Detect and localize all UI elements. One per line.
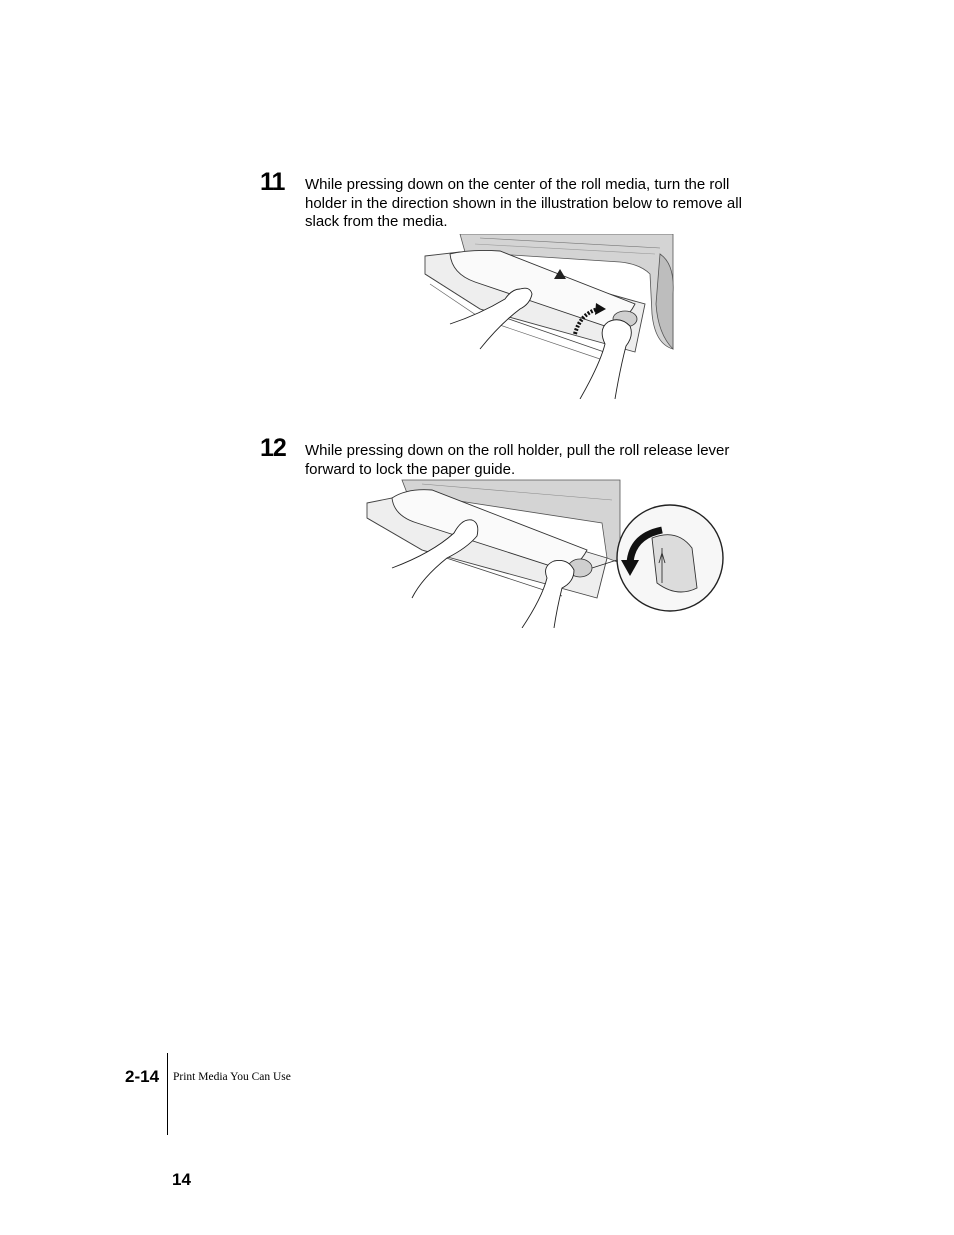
step-11-text: While pressing down on the center of the roll media, turn the roll holder in the direction shown in the illustration below to remove all slack from the media. (305, 176, 742, 230)
roll-holder-illustration (420, 234, 675, 399)
section-title: Print Media You Can Use (173, 1071, 291, 1083)
page-label: 2-14 (125, 1067, 160, 1086)
step-12-number: 12 (260, 434, 286, 462)
step-12-text: While pressing down on the roll holder, pull the roll release lever forward to lock the paper guide. (305, 442, 730, 478)
page-number: 14 (172, 1170, 191, 1189)
footer-divider (167, 1053, 168, 1135)
step-11-number: 11 (260, 168, 285, 196)
release-lever-illustration (362, 478, 727, 628)
